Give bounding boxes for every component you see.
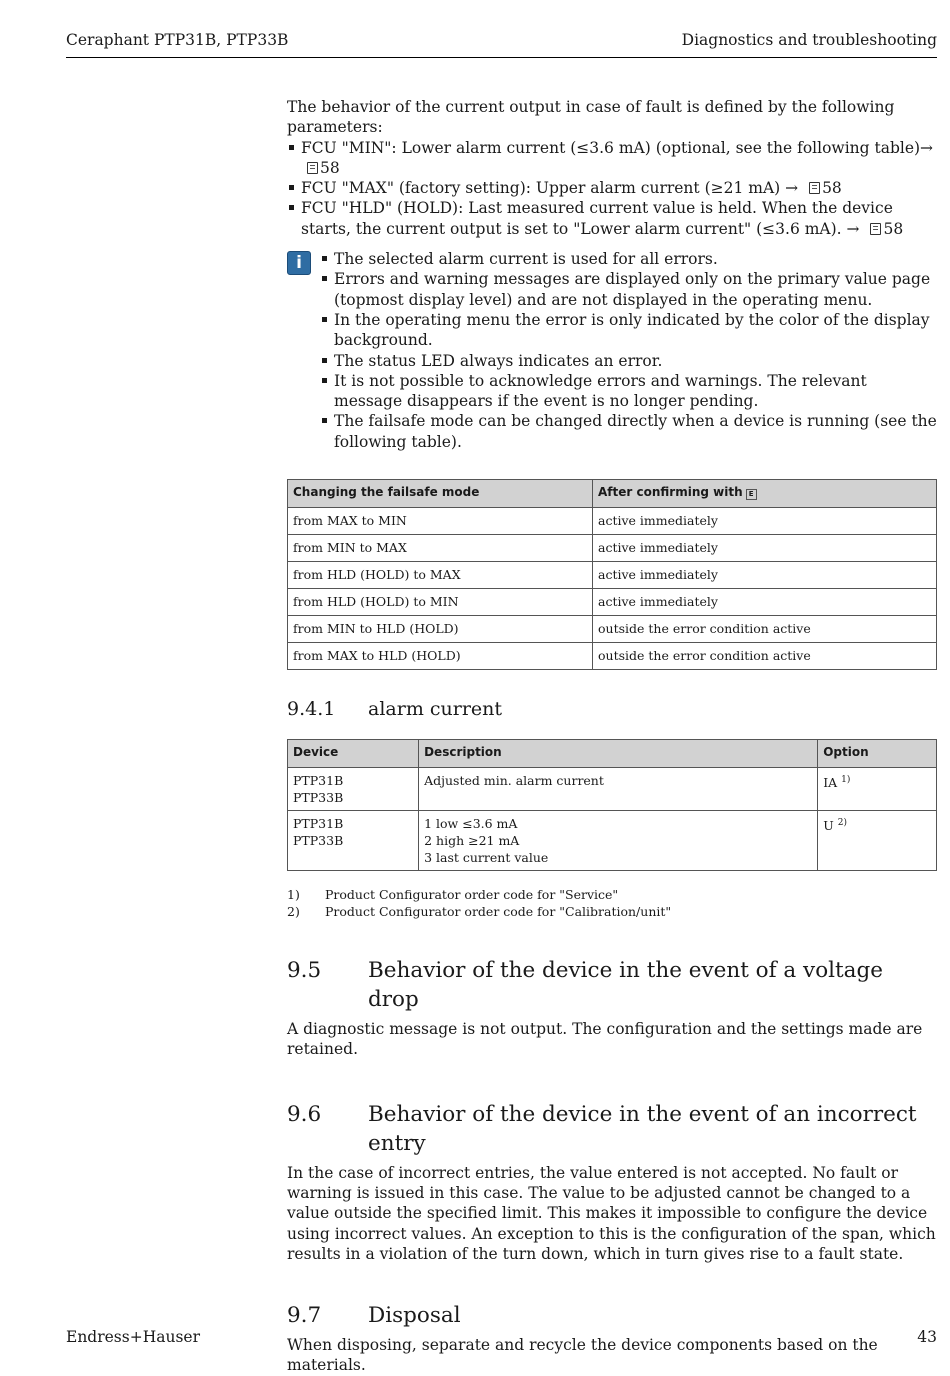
section-heading-9-6: 9.6 Behavior of the device in the event of an incorrect entry	[287, 1101, 917, 1156]
header-product: Ceraphant PTP31B, PTP33B	[66, 31, 289, 49]
table-row	[288, 811, 937, 871]
note-item: The status LED always indicates an error.	[320, 351, 937, 371]
table-row	[288, 508, 937, 535]
table-cell: Adjusted min. alarm current	[419, 768, 818, 811]
column-header: Device	[288, 740, 419, 768]
page-reference[interactable]: 58	[301, 159, 340, 177]
table-cell: active immediately	[593, 535, 937, 562]
section-heading-9-4-1: 9.4.1 alarm current	[287, 698, 503, 721]
table-cell: 1 low ≤3.6 mA 2 high ≥21 mA 3 last current value	[419, 811, 818, 871]
info-note	[287, 249, 937, 452]
table-cell: from MIN to HLD (HOLD)	[288, 616, 593, 643]
info-icon: i	[287, 251, 311, 275]
table-cell: U $^{2)}$	[818, 811, 937, 871]
table-cell: IA $^{1)}$	[818, 768, 937, 811]
table-row	[288, 589, 937, 616]
page-number: 43	[917, 1328, 937, 1346]
table-cell: from HLD (HOLD) to MAX	[288, 562, 593, 589]
note-item: The selected alarm current is used for all errors.	[320, 249, 937, 269]
table-header-row	[288, 480, 937, 508]
footnote: 2) Product Configurator order code for "Calibration/unit"	[287, 904, 672, 920]
fcu-item-hld: FCU "HLD" (HOLD): Last measured current value is held. When the device starts, the current output is set to "Lower alarm current" (≤3.6 mA). → 58	[287, 198, 937, 239]
note-item: The failsafe mode can be changed directly when a device is running (see the following table).	[320, 411, 937, 452]
note-item: Errors and warning messages are displayed only on the primary value page (topmost display level) and are not displayed in the operating menu.	[320, 269, 937, 310]
footnotes	[287, 886, 937, 920]
page-reference[interactable]: 58	[864, 220, 903, 238]
page-content	[287, 97, 937, 1376]
footnote-ref[interactable]: 2)	[837, 818, 847, 829]
note-item: In the operating menu the error is only indicated by the color of the display background.	[320, 310, 937, 351]
column-header: After confirming with E	[593, 480, 937, 508]
table-row	[288, 535, 937, 562]
section-heading-9-7: 9.7 Disposal	[287, 1303, 461, 1329]
table-cell: active immediately	[593, 508, 937, 535]
table-row	[288, 616, 937, 643]
table-row	[288, 643, 937, 670]
table-header-row	[288, 740, 937, 768]
intro-paragraph: The behavior of the current output in case of fault is defined by the following parameters:	[287, 98, 895, 137]
book-icon	[809, 182, 820, 194]
table-cell: outside the error condition active	[593, 616, 937, 643]
failsafe-table	[287, 479, 937, 670]
header-rule	[66, 57, 937, 58]
fcu-item-min: FCU "MIN": Lower alarm current (≤3.6 mA) (optional, see the following table)→ 58	[287, 138, 937, 179]
table-cell: from MAX to MIN	[288, 508, 593, 535]
footnote-ref[interactable]: 1)	[841, 775, 851, 786]
section-9-7-body: When disposing, separate and recycle the device components based on the materials.	[287, 1336, 878, 1375]
note-item: It is not possible to acknowledge errors and warnings. The relevant message disappears if the event is no longer pending.	[320, 371, 937, 412]
fcu-item-max: FCU "MAX" (factory setting): Upper alarm current (≥21 mA) → 58	[287, 178, 937, 198]
footer-brand: Endress+Hauser	[66, 1328, 200, 1346]
section-9-5-body: A diagnostic message is not output. The configuration and the settings made are retained.	[287, 1020, 923, 1059]
table-cell: from HLD (HOLD) to MIN	[288, 589, 593, 616]
section-heading-9-5: 9.5 Behavior of the device in the event of a voltage drop	[287, 958, 883, 1013]
table-cell: from MIN to MAX	[288, 535, 593, 562]
table-cell: outside the error condition active	[593, 643, 937, 670]
fcu-list	[287, 138, 937, 239]
table-row	[288, 562, 937, 589]
table-cell: PTP31B PTP33B	[288, 811, 419, 871]
note-list	[320, 249, 937, 452]
alarm-current-table	[287, 739, 937, 871]
header-chapter: Diagnostics and troubleshooting	[681, 31, 937, 49]
table-row	[288, 768, 937, 811]
book-icon	[307, 162, 318, 174]
table-cell: from MAX to HLD (HOLD)	[288, 643, 593, 670]
enter-key-icon: E	[746, 489, 757, 500]
column-header: Changing the failsafe mode	[288, 480, 593, 508]
table-cell: PTP31B PTP33B	[288, 768, 419, 811]
table-cell: active immediately	[593, 589, 937, 616]
table-cell: active immediately	[593, 562, 937, 589]
column-header: Description	[419, 740, 818, 768]
column-header: Option	[818, 740, 937, 768]
book-icon	[870, 223, 881, 235]
section-9-6-body: In the case of incorrect entries, the value entered is not accepted. No fault or warning is issued in this case. The value to be adjusted cannot be changed to a value outside the specified limit. This makes it impossible to configure the device using incorrect values. An exception to this is the configuration of the span, which results in a violation of the turn down, which in turn gives rise to a fault state.	[287, 1163, 936, 1263]
page-reference[interactable]: 58	[803, 179, 842, 197]
footnote: 1) Product Configurator order code for "Service"	[287, 887, 619, 903]
